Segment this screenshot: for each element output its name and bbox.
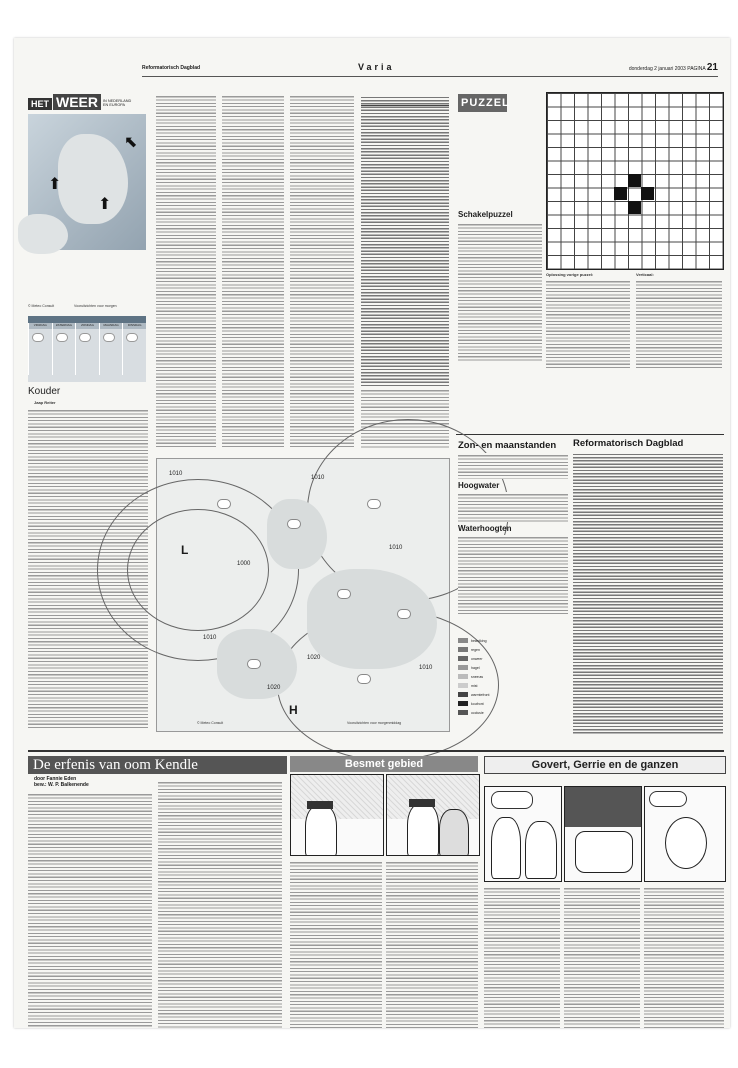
header-section: Varia [358, 62, 395, 72]
comic-text [564, 886, 640, 1028]
newspaper-page [14, 38, 730, 1028]
cloud-icon [217, 499, 231, 509]
cloud-icon [126, 333, 138, 342]
comic-panel [564, 786, 642, 882]
high-pressure-label: H [289, 703, 298, 717]
netherlands-weather-map [28, 114, 146, 250]
wind-arrow-icon: ⬉ [124, 132, 138, 151]
cloud-icon [247, 659, 261, 669]
solution-text [636, 279, 722, 369]
section-heading: Kouder [28, 386, 61, 397]
comic-panel [386, 774, 480, 856]
weather-legend: bewolking regen onweer hagel sneeuw mist warmtefront koufront occlusie [458, 636, 568, 732]
vertical-label: Verticaal: [636, 272, 654, 277]
article-text [28, 792, 152, 1028]
forecast-caption: Vooruitzichten voor morgenmiddag [347, 721, 402, 725]
five-day-forecast [28, 316, 146, 382]
cloud-icon [397, 609, 411, 619]
comic-panel [484, 786, 562, 882]
solution-label: Oplossing vorige puzzel: [546, 272, 594, 277]
cloud-icon [56, 333, 68, 342]
colophon: Reformatorisch Dagblad [573, 438, 723, 734]
cloud-icon [103, 333, 115, 342]
cloud-icon [337, 589, 351, 599]
header-date: donderdag 2 januari 2003 PAGINA 21 [628, 62, 718, 73]
wind-arrow-icon: ⬆ [98, 194, 112, 213]
cloud-icon [79, 333, 91, 342]
forecast-day: VRIJDAG [28, 323, 52, 329]
map-caption: © Meteo Consult [28, 304, 55, 308]
forecast-day: ZONDAG [75, 323, 99, 329]
article-text [222, 94, 284, 449]
cloud-icon [32, 333, 44, 342]
sun-moon-section: Zon- en maanstanden Hoogwater Waterhoogten [458, 440, 568, 615]
cloud-icon [357, 674, 371, 684]
feuilleton-title: De erfenis van oom Kendle [28, 756, 287, 774]
weather-title: HET WEER IN NEDERLAND EN EUROPA [28, 94, 148, 110]
temperature-table [361, 95, 449, 387]
comic-text [290, 860, 382, 1028]
cloud-icon [287, 519, 301, 529]
map-caption: © Meteo Consult [197, 721, 224, 725]
article-text [158, 780, 282, 1028]
crossword-grid [546, 92, 724, 270]
section-byline: Jaap Reiter [34, 400, 56, 405]
feuilleton-byline: door Fannie Eden bew.: W. P. Balkenende [34, 776, 89, 788]
forecast-caption: Vooruitzichten voor morgen [74, 304, 117, 308]
forecast-day: MAANDAG [99, 323, 123, 329]
comic-text [386, 860, 478, 1028]
comic-text [484, 886, 560, 1028]
wind-arrow-icon: ⬆ [48, 174, 62, 193]
comic-title: Besmet gebied [290, 756, 478, 772]
comic-title: Govert, Gerrie en de ganzen [484, 756, 726, 774]
article-text [156, 94, 216, 449]
comic-text [644, 886, 724, 1028]
puzzle-title: PUZZEL [458, 94, 507, 112]
header-paper-name: Reformatorisch Dagblad [142, 65, 201, 71]
low-pressure-label: L [181, 543, 189, 557]
article-text [290, 94, 354, 449]
forecast-day: ZATERDAG [52, 323, 76, 329]
europe-weather-map: 1010 1000 1010 1020 1010 1010 1020 1010 L H © Meteo Consult Vooruitzichten voor morgenmiddag [156, 458, 450, 732]
puzzle-subtitle: Schakelpuzzel [458, 210, 513, 219]
cloud-icon [367, 499, 381, 509]
forecast-day: DINSDAG [122, 323, 146, 329]
solution-text [546, 279, 630, 369]
comic-panel [290, 774, 384, 856]
puzzle-clues [458, 222, 542, 362]
page-header [142, 62, 718, 77]
comic-panel [644, 786, 726, 882]
